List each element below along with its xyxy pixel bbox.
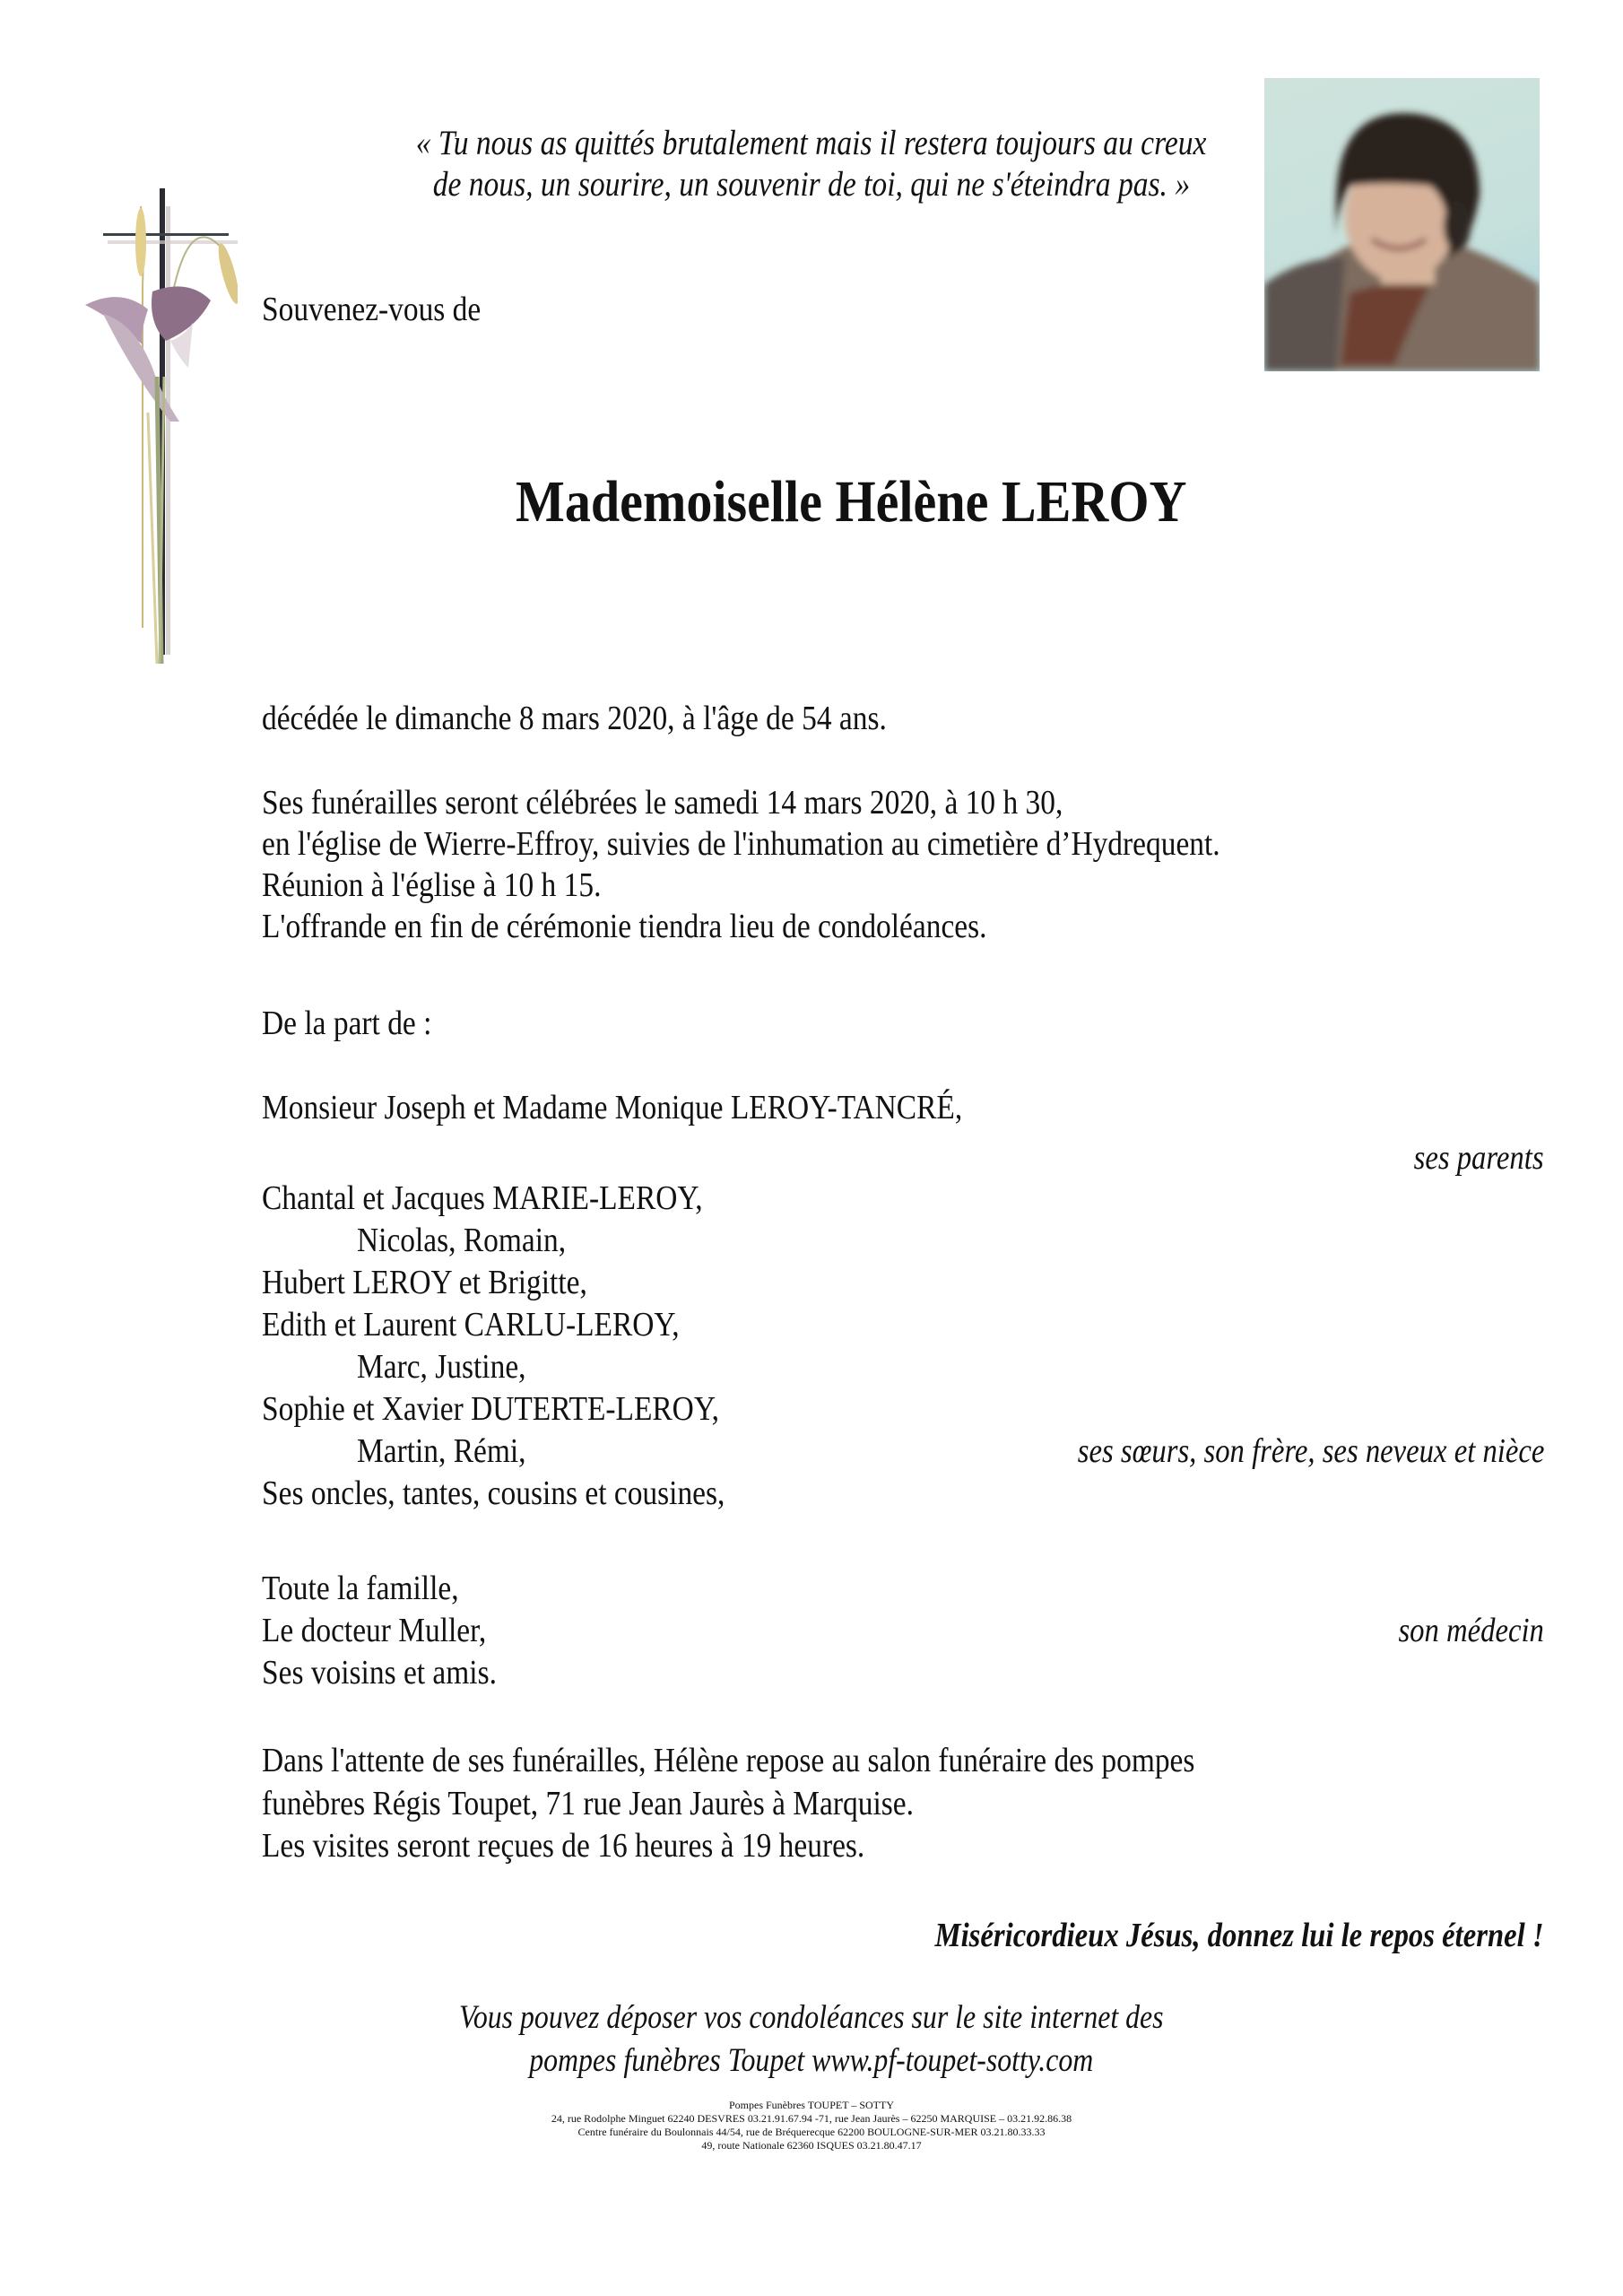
portrait-photo (1264, 78, 1540, 371)
visitation-line: funèbres Régis Toupet, 71 rue Jean Jaurès à Marquise. (262, 1785, 914, 1822)
family-line: Sophie et Xavier DUTERTE-LEROY, (262, 1390, 720, 1428)
quote-line-1-text: « Tu nous as quittés brutalement mais il restera toujours au creux (416, 124, 1207, 162)
parents-names: Monsieur Joseph et Madame Monique LEROY-TANCRÉ, (262, 1089, 963, 1126)
family-line: Nicolas, Romain, (357, 1222, 567, 1259)
family-line: Marc, Justine, (357, 1348, 526, 1386)
siblings-relation: ses sœurs, son frère, ses neveux et nièce (1077, 1432, 1544, 1470)
doctor-relation: son médecin (1398, 1612, 1544, 1649)
footer-company: Pompes Funèbres TOUPET – SOTTY (728, 2099, 894, 2111)
visitation-line: Les visites seront reçues de 16 heures à 19 heures. (262, 1827, 865, 1865)
funeral-line: Ses funérailles seront célébrées le samedi 14 mars 2020, à 10 h 30, (262, 784, 1063, 822)
from-label: De la part de : (262, 1004, 432, 1042)
footer-address: Centre funéraire du Boulonnais 44/54, rue de Bréquerecque 62200 BOULOGNE-SUR-MER 03.21.80.33.33 (577, 2126, 1046, 2138)
condolences-line-1 (0, 1996, 1623, 2039)
footer-address: 49, route Nationale 62360 ISQUES 03.21.80.47.17 (701, 2139, 922, 2152)
condolences-line-1-text: Vous pouvez déposer vos condoléances sur le site internet des (459, 1999, 1164, 2036)
prayer-text: Miséricordieux Jésus, donnez lui le repos éternel ! (934, 1917, 1544, 1954)
family-line: Edith et Laurent CARLU-LEROY, (262, 1306, 680, 1344)
condolences-line-2-text: pompes funèbres Toupet www.pf-toupet-sotty.com (529, 2042, 1094, 2079)
condolences-line-2 (0, 2039, 1623, 2083)
family-line: Martin, Rémi, (357, 1432, 526, 1470)
family-line: Ses oncles, tantes, cousins et cousines, (262, 1474, 725, 1512)
family-line: Hubert LEROY et Brigitte, (262, 1264, 587, 1301)
funeral-line: en l'église de Wierre-Effroy, suivies de l'inhumation au cimetière d’Hydrequent. (262, 825, 1220, 863)
intro-text: Souvenez-vous de (262, 291, 482, 328)
quote-line-2-text: de nous, un sourire, un souvenir de toi, qui ne s'éteindra pas. » (432, 165, 1191, 204)
others-line: Ses voisins et amis. (262, 1654, 497, 1692)
parents-relation: ses parents (1414, 1139, 1544, 1177)
death-notice: décédée le dimanche 8 mars 2020, à l'âge de 54 ans. (262, 700, 887, 737)
footer-address: 24, rue Rodolphe Minguet 62240 DESVRES 03.21.91.67.94 -71, rue Jean Jaurès – 62250 MARQUISE – 03.21.92.86.38 (551, 2112, 1072, 2125)
deceased-name-title: Mademoiselle Hélène LEROY (516, 469, 1187, 535)
others-line: Le docteur Muller, (262, 1612, 487, 1649)
funeral-line: Réunion à l'église à 10 h 15. (262, 866, 602, 904)
cross-lily-icon (85, 179, 238, 682)
family-line: Chantal et Jacques MARIE-LEROY, (262, 1179, 703, 1217)
funeral-line: L'offrande en fin de cérémonie tiendra lieu de condoléances. (262, 908, 987, 945)
visitation-line: Dans l'attente de ses funérailles, Hélène repose au salon funéraire des pompes (262, 1742, 1195, 1779)
others-line: Toute la famille, (262, 1570, 459, 1607)
